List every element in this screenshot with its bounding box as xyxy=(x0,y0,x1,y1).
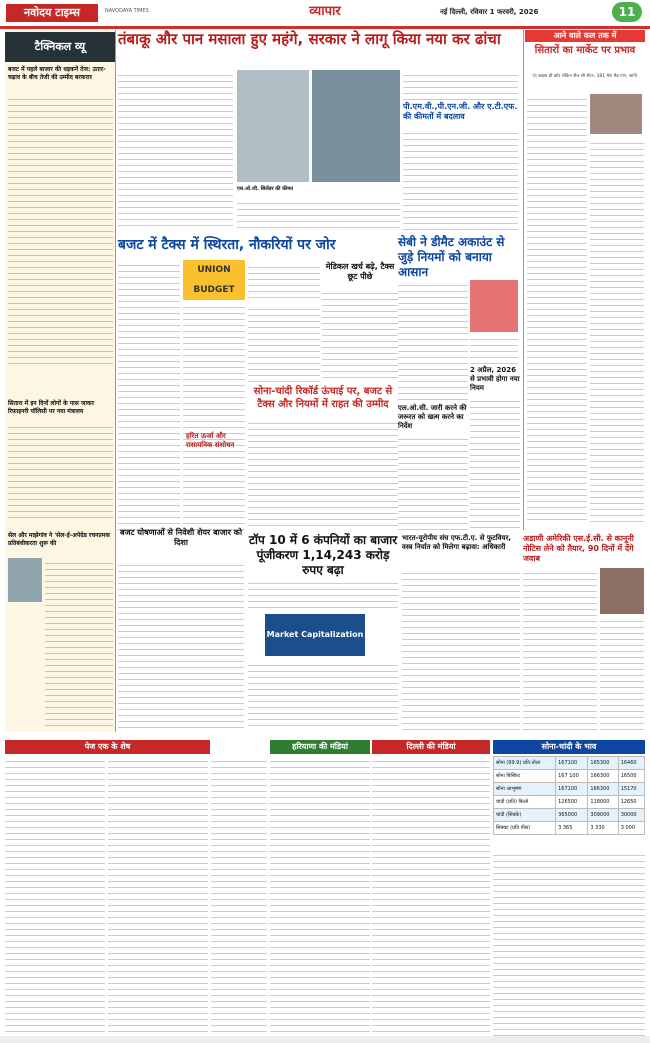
left-headline-2: सितारा में इन दिनों लोगों के पास जाकर रिफ़ाइनरी पॉलिसी पर नया मंत्रालय xyxy=(8,400,94,415)
continued-col-1 xyxy=(5,756,105,1036)
adani-headline: अडाणी अमेरिकी एस.ई.सी. से कानूनी नोटिस लेने को तैयार, 90 दिनों में देंगे जवाब xyxy=(523,534,634,563)
lead-body-col1 xyxy=(118,70,233,230)
gold-silver-rates-table xyxy=(493,756,645,835)
rate-cell-col1: 167100 xyxy=(556,783,588,796)
rate-cell-col3: 30000 xyxy=(618,809,644,822)
rates-table-wrapper xyxy=(493,756,645,846)
budget-listing-body xyxy=(118,560,244,730)
rate-cell-col3: 16460 xyxy=(618,757,644,770)
bottom-band-rates: सोना-चांदी के भाव xyxy=(493,740,645,754)
rate-cell-col1: 167100 xyxy=(556,757,588,770)
astrologer-photo xyxy=(590,94,642,134)
top10-body-2 xyxy=(248,660,398,730)
lead-body-col4 xyxy=(403,128,518,230)
budget-body-2 xyxy=(183,302,245,530)
lead-body-col3 xyxy=(403,70,518,100)
issue-date: नई दिल्ली, रविवार 1 फरवरी, 2026 xyxy=(440,8,539,16)
left-body-text-3 xyxy=(45,558,113,728)
budget-listing-headline: बजट घोषणाओं से निवेशी शेयर बाजार को दिशा xyxy=(119,528,243,547)
gold-body xyxy=(248,418,398,530)
delhi-mandi-list xyxy=(372,756,490,1036)
budget-body-4 xyxy=(248,304,320,383)
rate-cell-name: सोना आभूषण xyxy=(494,783,556,796)
newspaper-logo: नवोदय टाइम्स xyxy=(6,4,98,22)
rates-misc-list xyxy=(493,850,645,1036)
continued-col-2 xyxy=(108,756,208,1036)
rate-row xyxy=(494,822,645,835)
bottom-band-delhi: दिल्ली की मंडियां xyxy=(372,740,490,754)
budget-image: UNION BUDGET xyxy=(183,260,245,300)
budget-body-3 xyxy=(248,262,320,302)
medical-headline: मेडिकल खर्च बढ़े, टैक्स छूट पीछे xyxy=(325,262,395,281)
left-body-text-2 xyxy=(8,422,113,522)
sebi-body-1 xyxy=(398,280,468,400)
adani-photo xyxy=(600,568,644,614)
adani-body-1 xyxy=(523,568,597,730)
left-headline-3: सेल और माझेगांव ने 'सेल-ई-अपेग्रेड रचनात्मक प्रतिबंधीकरता शुरू की xyxy=(8,532,110,547)
sail-logo-image xyxy=(8,558,42,602)
rate-cell-col1: 167 100 xyxy=(556,770,588,783)
rate-cell-col1: 3 365 xyxy=(556,822,588,835)
adani-body-2 xyxy=(600,616,644,730)
continued-col-3 xyxy=(211,756,267,1036)
astro-body-2 xyxy=(590,138,644,524)
market-cap-image: Market Capitalization xyxy=(265,614,365,656)
left-body-text xyxy=(8,94,113,364)
left-headline: बजट में पहले बाजार की धड़कनें तेज: उतार-चढ़ाव के बीच तेजी की उम्मीद बरकरार xyxy=(8,66,106,81)
bottom-band-continued: पेज एक के शेष xyxy=(5,740,210,754)
rate-cell-col1: 126500 xyxy=(556,796,588,809)
fuel-subhead: पी.एम.वी.,पी.एन.जी. और ए.टी.एफ. की कीमतों में बदलाव xyxy=(403,102,518,121)
rate-cell-col3: 15170 xyxy=(618,783,644,796)
india-eu-body xyxy=(402,568,520,730)
rate-cell-name: चांदी (सिक्के) xyxy=(494,809,556,822)
astro-banner: आने वाले कल तक में xyxy=(525,30,645,42)
photo-caption: एस.ओ.जी. सिलेंडर की कीमत xyxy=(237,186,294,192)
rate-cell-col2: 118000 xyxy=(588,796,618,809)
rate-cell-name: सिक्का (प्रति पीस) xyxy=(494,822,556,835)
rate-row xyxy=(494,770,645,783)
top10-body-1 xyxy=(248,578,398,612)
rate-cell-col3: 16500 xyxy=(618,770,644,783)
rate-cell-col2: 309000 xyxy=(588,809,618,822)
rate-row xyxy=(494,783,645,796)
india-eu-fta-headline: भारत-यूरोपीय संघ एफ.टी.ए. से फुटवियर, वस्त्र निर्यात को मिलेगा बढ़ावा: अधिकारी xyxy=(402,534,512,551)
rate-cell-col3: 3 000 xyxy=(618,822,644,835)
rate-cell-name: सोना बिस्किट xyxy=(494,770,556,783)
rate-cell-col2: 166300 xyxy=(588,770,618,783)
lead-headline: तंबाकू और पान मसाला हुए महंगे, सरकार ने लागू किया नया कर ढांचा xyxy=(118,30,501,48)
rate-cell-name: चांदी (प्रति) किलो xyxy=(494,796,556,809)
astro-subtitle: (ए.अक्षय डी कोर लेकिन सैल सी सेंटर, 381 मेरा मैड गण, जानें) xyxy=(532,74,638,79)
rate-row xyxy=(494,757,645,770)
rate-cell-col1: 365000 xyxy=(556,809,588,822)
astro-title: सितारों का मार्केट पर प्रभाव xyxy=(534,45,636,56)
astro-body-1 xyxy=(527,94,587,524)
haryana-mandi-list xyxy=(270,756,370,1036)
rate-row xyxy=(494,796,645,809)
sebi-headline: सेबी ने डीमैट अकाउंट से जुड़े नियमों को बनाया आसान xyxy=(398,235,505,279)
sebi-photo xyxy=(470,280,518,332)
mf-headline: 2 अप्रैल, 2026 से प्रभावी होगा नया नियम xyxy=(470,366,520,392)
rate-cell-col2: 3 330 xyxy=(588,822,618,835)
lead-body-col2 xyxy=(237,198,400,230)
sebi-body-3 xyxy=(398,434,468,530)
rbi-subhead: एल.ओ.सी. जारी करने की जरूरत को खत्म करने का निर्देश xyxy=(398,404,467,430)
brand-small: NAVODAYA TIMES xyxy=(105,8,149,14)
sebi-body-4 xyxy=(470,396,520,530)
bottom-band-haryana: हरियाणा की मंडियां xyxy=(270,740,370,754)
rate-row xyxy=(494,809,645,822)
page-number: 11 xyxy=(612,2,642,22)
lead-photo-1 xyxy=(237,70,309,182)
budget-headline: बजट में टैक्स में स्थिरता, नौकरियों पर जोर xyxy=(118,237,336,253)
medical-body xyxy=(322,288,398,383)
lead-photo-2 xyxy=(312,70,400,182)
budget-body-1 xyxy=(118,260,180,530)
sebi-body-2 xyxy=(470,334,518,364)
rate-cell-col2: 165300 xyxy=(588,757,618,770)
technical-view-title: टैक्निकल व्यू xyxy=(5,32,115,62)
green-energy-headline: हरित ऊर्जा और रासायनिक संशोधन xyxy=(186,432,235,449)
section-title: व्यापार xyxy=(309,4,341,19)
gold-silver-headline: सोना-चांदी रिकॉर्ड ऊंचाई पर, बजट से टैक्स और नियमों में राहत की उम्मीद xyxy=(253,386,393,410)
rate-cell-name: सोना (99.9) प्रति.तोला xyxy=(494,757,556,770)
rate-cell-col2: 166300 xyxy=(588,783,618,796)
top10-headline: टॉप 10 में 6 कंपनियों का बाजार पूंजीकरण 1,14,243 करोड़ रुपए बढ़ा xyxy=(248,533,398,577)
rate-cell-col3: 12650 xyxy=(618,796,644,809)
footer-strip xyxy=(0,1036,650,1043)
